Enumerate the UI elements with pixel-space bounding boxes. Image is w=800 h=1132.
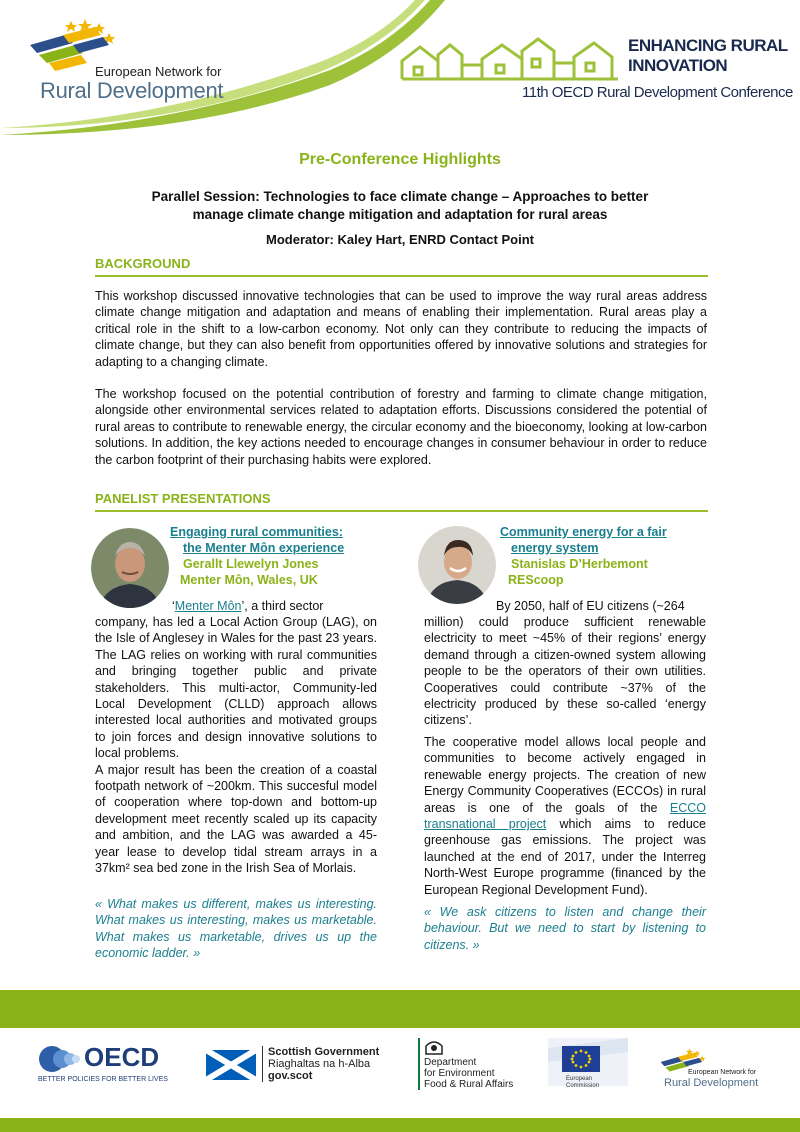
oecd-wordmark: OECD (84, 1042, 160, 1072)
panelist-right-quote: « We ask citizens to listen and change their behaviour. But we need to start by listening to citizens. » (424, 905, 706, 952)
session-title-line2: manage climate change mitigation and adaptation for rural areas (192, 207, 608, 222)
panelist-right-lead: By 2050, half of EU citizens (~264 (496, 599, 685, 613)
defra-line3: Food & Rural Affairs (424, 1079, 514, 1090)
panelist-left-quote: « What makes us different, makes us interesting. What makes us interesting, makes us marketable. What makes us marketable, drives us up the economic ladder. » (95, 897, 377, 961)
ec-line1: European (566, 1076, 593, 1082)
scottish-government-logo (268, 1046, 379, 1082)
panelist-photo-gerallt (91, 528, 169, 608)
defra-line1: Department (424, 1057, 477, 1068)
scot-line1: Scottish Government (268, 1046, 380, 1058)
session-title-line1: Parallel Session: Technologies to face climate change – Approaches to better (151, 189, 649, 204)
panelist-right-org: REScoop (508, 573, 564, 587)
ec-caption (566, 1076, 599, 1090)
ecco-project-link[interactable]: ECCO transnational project (424, 800, 706, 832)
panelist-left-title-line2[interactable]: the Menter Môn experience (183, 541, 345, 555)
scot-line3: gov.scot (268, 1070, 313, 1082)
defra-line2: for Environment (424, 1068, 495, 1079)
royal-crest-icon (424, 1038, 444, 1056)
panel-heading: PANELIST PRESENTATIONS (95, 491, 271, 506)
panelist-right-paragraph-2b: which aims to reduce greenhouse gas emissions. The project was launched at the end of 2017, under the Interreg North-West Europe programme (financed by the European Regional Development Fund). (424, 817, 706, 897)
conference-title-line1: ENHANCING RURAL (628, 36, 788, 55)
background-paragraph-2: The workshop focused on the potential contribution of forestry and farming to climate change mitigation, alongside other environmental services related to adaptation efforts. Discussions considered the potential of rural areas to contribute to renewable energy, the circular economy and the bioeconomy, looking at low-carbon solutions. In addition, the key actions needed to encourage changes in consumer behaviour in order to reduce the carbon footprint of their purchasing habits were explored. (95, 387, 707, 467)
footer-bottom-strip (0, 1118, 800, 1132)
defra-bar (418, 1038, 420, 1090)
panel-divider (95, 510, 708, 512)
scot-divider (262, 1046, 263, 1082)
panelist-left-lead-rest: ’, a third sector (241, 599, 324, 613)
panelist-right-header (500, 524, 710, 588)
scot-line2: Riaghaltas na h-Alba (268, 1058, 371, 1070)
ec-line2: Commission (566, 1083, 600, 1089)
background-heading: BACKGROUND (95, 256, 191, 271)
page-title: Pre-Conference Highlights (299, 151, 501, 168)
panelist-left-header (170, 524, 370, 588)
background-divider (95, 275, 708, 277)
panelist-left-body (95, 614, 377, 877)
panelist-left-title-line1[interactable]: Engaging rural communities: (170, 525, 343, 539)
panelist-right-paragraph-1: million) could produce sufficient renewable electricity to meet ~45% of their regions’ energy demand through a citizen-owned system allowing people to be the operators of their own utilities. Cooperatives could contribute ~37% of the electricity produced by these so-called ‘energy citizens’. (424, 615, 706, 728)
footer-green-band (0, 990, 800, 1028)
panelist-left-name: Gerallt Llewelyn Jones (183, 557, 319, 571)
menter-mon-link[interactable]: Menter Môn (174, 599, 242, 613)
enrd-small-line1: European Network for (688, 1069, 757, 1076)
conference-title-line2: INNOVATION (628, 56, 728, 75)
session-title (110, 188, 690, 224)
oecd-logo-icon (38, 1045, 82, 1073)
panelist-left-paragraph-1: company, has led a Local Action Group (LAG), on the Isle of Anglesey in Wales for the past 23 years. The LAG relies on working with rural communities and bringing together public and private stakeholders. This multi-actor, Community-led Local Development (CLLD) approach allows interested local authorities and motivated groups to join forces and design innovative solutions to local problems. (95, 615, 377, 761)
panelist-left-paragraph-2: A major result has been the creation of a coastal footpath network of ~200km. This succesful model of cooperation where top-down and bottom-up development meet recently scaled up its capacity and ambition, and the LAG was awarded a 45-year lease to develop tidal stream arrays in a 37km² sea bed zone in the Irish Sea of Morlais. (95, 762, 377, 876)
panelist-right-paragraph-2a: The cooperative model allows local people and communities to become actively engaged in renewable energy projects. The creation of new Energy Community Cooperatives (ECCOs) in rural areas is one of the goals of the (424, 735, 706, 815)
defra-logo (424, 1057, 513, 1090)
panelist-right-title-line1[interactable]: Community energy for a fair (500, 525, 667, 539)
panelist-right-name: Stanislas D’Herbemont (511, 557, 648, 571)
saltire-flag-icon (206, 1050, 256, 1080)
conference-subtitle: 11th OECD Rural Development Conference (522, 84, 793, 101)
background-paragraph-1: This workshop discussed innovative technologies that can be used to improve the way rural areas address climate change mitigation and adaptation and means of enabling their implementation. Rural areas play a critical role in the shift to a low-carbon economy. Not only can they contribute to reducing the impacts of climate change, but they can also benefit from opportunities offered by innovative solutions and strategies for adapting to a changing climate. (95, 289, 707, 369)
enrd-name-line1: European Network for (95, 64, 222, 79)
panelist-photo-stanislas (418, 526, 496, 604)
oecd-tagline: BETTER POLICIES FOR BETTER LIVES (38, 1076, 168, 1083)
enrd-small-line2: Rural Development (664, 1077, 759, 1089)
panelist-left-org: Menter Môn, Wales, UK (180, 573, 318, 587)
panelist-right-paragraph-2 (424, 734, 706, 898)
panelist-right-title-line2[interactable]: energy system (511, 541, 599, 555)
moderator-line: Moderator: Kaley Hart, ENRD Contact Point (266, 232, 534, 247)
enrd-name-line2: Rural Development (40, 78, 224, 103)
panelist-left-lead: ‘Menter Môn’, a third sector (172, 599, 324, 613)
